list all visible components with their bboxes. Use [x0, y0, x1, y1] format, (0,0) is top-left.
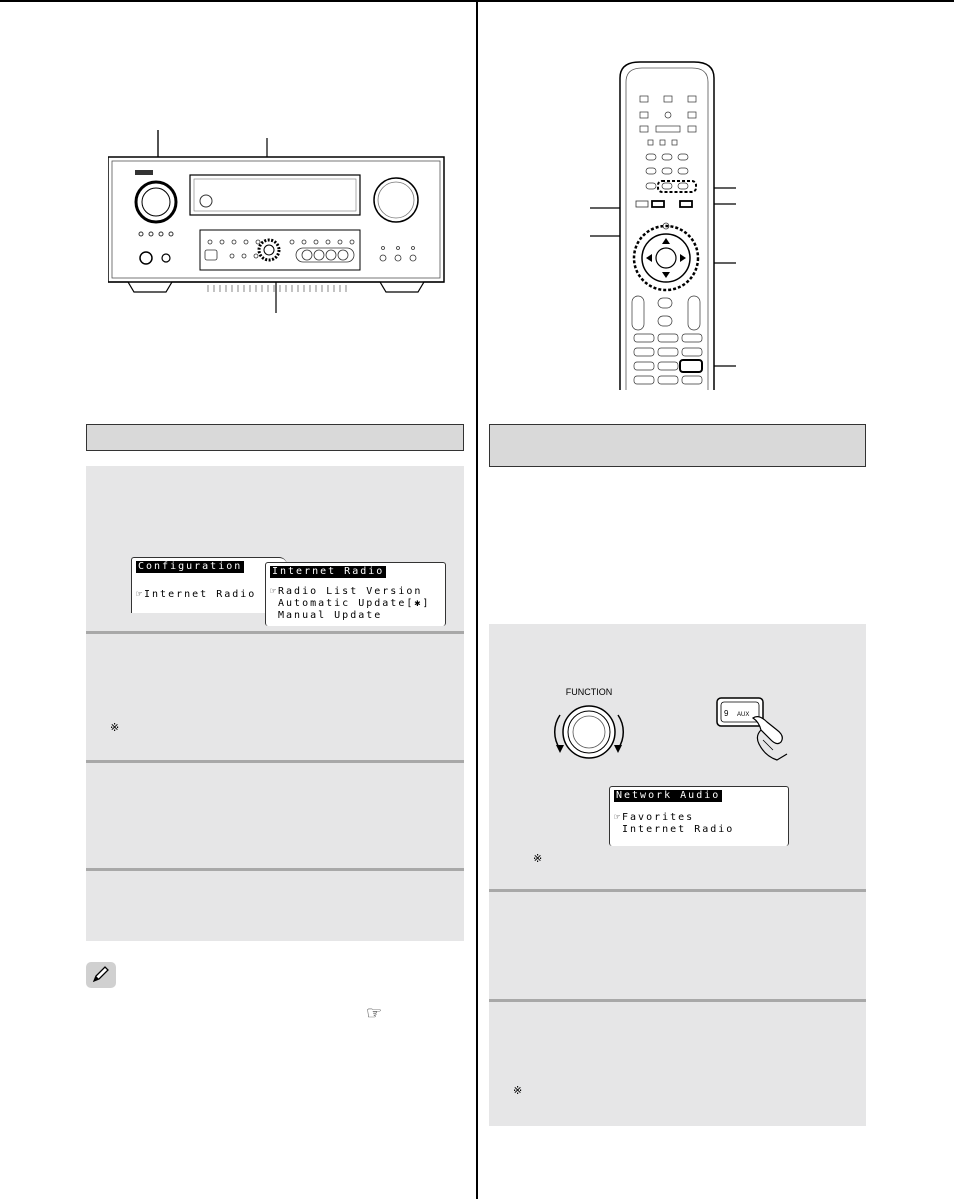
function-knob-illustration — [540, 685, 640, 765]
lcd-internet-radio-item-2: Automatic Update[✱] — [270, 598, 431, 609]
step-separator-4 — [489, 889, 866, 892]
lcd-internet-radio-title: Internet Radio — [272, 566, 385, 577]
lcd-internet-radio — [265, 562, 446, 626]
aux-key-label: AUX — [737, 712, 750, 718]
aux-key-illustration — [715, 696, 795, 768]
reference-hand-icon: ☞ — [366, 1003, 383, 1023]
lcd-network-audio-item-2: Internet Radio — [614, 824, 735, 835]
step-separator-5 — [489, 999, 866, 1002]
column-divider — [476, 0, 478, 1199]
lcd-configuration — [131, 557, 287, 613]
lcd-internet-radio-item-1: ☞Radio List Version — [270, 586, 423, 597]
section-heading-right — [489, 424, 866, 467]
note-mark-right-1: ※ — [533, 853, 543, 865]
section-heading-left — [86, 424, 464, 451]
note-mark-left: ※ — [110, 722, 120, 734]
lcd-configuration-item: ☞Internet Radio — [136, 589, 257, 600]
lcd-internet-radio-item-3: Manual Update — [270, 610, 383, 621]
remote-control-illustration — [590, 58, 740, 393]
pencil-note-icon — [86, 962, 116, 988]
lcd-network-audio-title: Network Audio — [616, 790, 721, 801]
receiver-front-panel-illustration — [108, 130, 448, 320]
lcd-configuration-title: Configuration — [138, 561, 243, 572]
aux-key-number: 9 — [724, 709, 729, 718]
lcd-network-audio — [609, 786, 789, 846]
step-separator-2 — [86, 760, 464, 763]
lcd-network-audio-item-1: ☞Favorites — [614, 812, 695, 823]
step-separator-3 — [86, 868, 464, 871]
note-mark-right-2: ※ — [513, 1085, 523, 1097]
function-knob-label: FUNCTION — [565, 687, 613, 697]
step-separator-1 — [86, 631, 464, 634]
